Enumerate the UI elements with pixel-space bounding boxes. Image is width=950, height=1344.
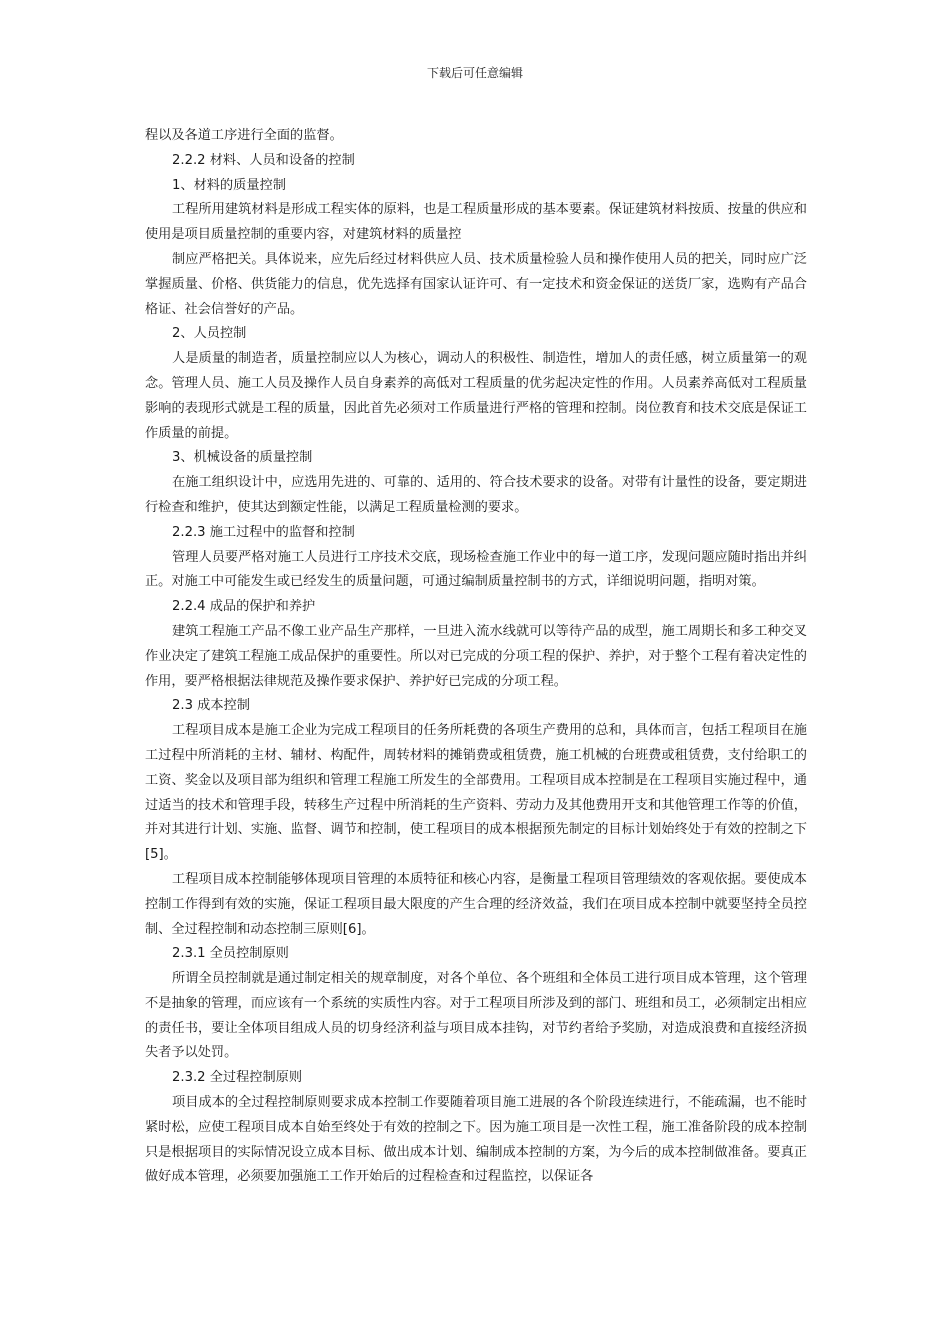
paragraph: 所谓全员控制就是通过制定相关的规章制度，对各个单位、各个班组和全体员工进行项目成本管理，这个管理不是抽象的管理，而应该有一个系统的实质性内容。对于工程项目所涉及到的部门、班组和员工，必须制定出相应的责任书，要让全体项目组成人员的切身经济利益与项目成本挂钩，对节约者给予奖励，对造成浪费和直接经济损失者予以处罚。: [145, 971, 807, 1061]
paragraph: 工程项目成本控制能够体现项目管理的本质特征和核心内容，是衡量工程项目管理绩效的客观依据。要使成本控制工作得到有效的实施，保证工程项目最大限度的产生合理的经济效益，我们在项目成本控制中就要坚持全员控制、全过程控制和动态控制三原则[6]。: [145, 871, 807, 937]
section-heading: 2.3.2 全过程控制原则: [172, 1070, 303, 1086]
subsection-heading: 3、机械设备的质量控制: [172, 450, 313, 466]
paragraph: 建筑工程施工产品不像工业产品生产那样，一旦进入流水线就可以等待产品的成型，施工周期长和多工种交叉作业决定了建筑工程施工成品保护的重要性。所以对已完成的分项工程的保护、养护，对于整个工程有着决定性的作用，要严格根据法律规范及操作要求保护、养护好已完成的分项工程。: [145, 623, 807, 689]
paragraph: 制应严格把关。具体说来，应先后经过材料供应人员、技术质量检验人员和操作使用人员的把关，同时应广泛掌握质量、价格、供货能力的信息，优先选择有国家认证许可、有一定技术和资金保证的送货厂家，选购有产品合格证、社会信誉好的产品。: [145, 251, 807, 317]
paragraph: 工程所用建筑材料是形成工程实体的原料，也是工程质量形成的基本要素。保证建筑材料按质、按量的供应和使用是项目质量控制的重要内容，对建筑材料的质量控: [145, 202, 807, 243]
document-body: [145, 124, 807, 1190]
paragraph: 工程项目成本是施工企业为完成工程项目的任务所耗费的各项生产费用的总和，具体而言，包括工程项目在施工过程中所消耗的主材、辅材、构配件，周转材料的摊销费或租赁费，施工机械的台班费或租赁费，支付给职工的工资、奖金以及项目部为组织和管理工程施工所发生的全部费用。工程项目成本控制是在工程项目实施过程中，通过适当的技术和管理手段，转移生产过程中所消耗的生产资料、劳动力及其他费用开支和其他管理工作等的价值，并对其进行计划、实施、监督、调节和控制，使工程项目的成本根据预先制定的目标计划始终处于有效的控制之下[5]。: [145, 723, 807, 863]
section-heading: 2.2.4 成品的保护和养护: [172, 599, 316, 615]
paragraph: 在施工组织设计中，应选用先进的、可靠的、适用的、符合技术要求的设备。对带有计量性的设备，要定期进行检查和维护，使其达到额定性能，以满足工程质量检测的要求。: [145, 475, 807, 515]
subsection-heading: 2、人员控制: [172, 326, 247, 342]
paragraph: 管理人员要严格对施工人员进行工序技术交底，现场检查施工作业中的每一道工序，发现问题应随时指出并纠正。对施工中可能发生或已经发生的质量问题，可通过编制质量控制书的方式，详细说明问题，指明对策。: [145, 549, 807, 590]
subsection-heading: 1、材料的质量控制: [172, 177, 286, 193]
paragraph: 程以及各道工序进行全面的监督。: [145, 128, 343, 143]
section-heading: 2.3.1 全员控制原则: [172, 946, 289, 962]
section-heading: 2.3 成本控制: [172, 698, 250, 714]
paragraph: 人是质量的制造者，质量控制应以人为核心，调动人的积极性、制造性，增加人的责任感，树立质量第一的观念。管理人员、施工人员及操作人员自身素养的高低对工程质量的优劣起决定性的作用。人员素养高低对工程质量影响的表现形式就是工程的质量，因此首先必须对工作质量进行严格的管理和控制。岗位教育和技术交底是保证工作质量的前提。: [145, 351, 807, 441]
page-header: 下载后可任意编辑: [426, 66, 523, 80]
paragraph: 项目成本的全过程控制原则要求成本控制工作要随着项目施工进展的各个阶段连续进行，不能疏漏，也不能时紧时松，应使工程项目成本自始至终处于有效的控制之下。因为施工项目是一次性工程，施工准备阶段的成本控制只是根据项目的实际情况设立成本目标、做出成本计划、编制成本控制的方案，为今后的成本控制做准备。要真正做好成本管理，必须要加强施工工作开始后的过程检查和过程监控，以保证各: [145, 1095, 807, 1185]
section-heading: 2.2.3 施工过程中的监督和控制: [172, 524, 355, 540]
section-heading: 2.2.2 材料、人员和设备的控制: [172, 152, 355, 168]
